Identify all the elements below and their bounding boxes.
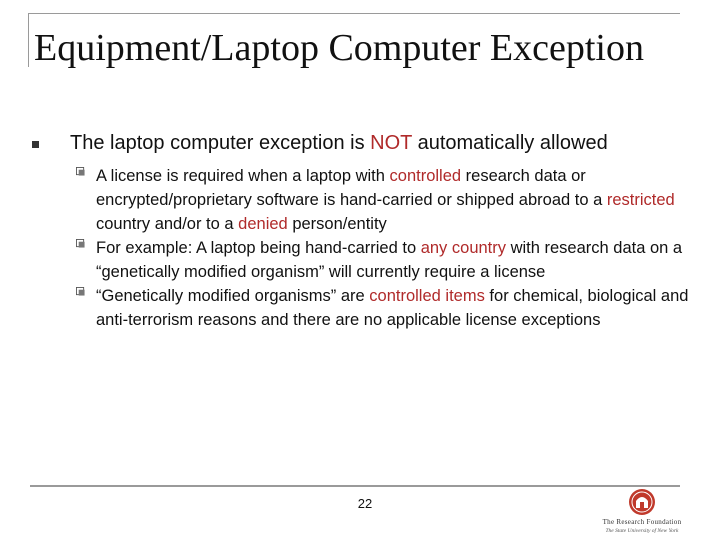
square-bullet-icon <box>32 141 39 148</box>
title-frame-left-rule <box>28 13 29 67</box>
logo-name: The Research Foundation <box>602 518 682 526</box>
sub-bullet <box>30 284 690 332</box>
hollow-square-bullet-icon <box>76 287 85 296</box>
sub-bullet <box>30 236 690 284</box>
emphasis-not: NOT <box>370 132 413 154</box>
logo-tagline: The State University of New York <box>605 528 679 534</box>
slide-body <box>30 130 690 332</box>
hollow-square-bullet-icon <box>76 167 85 176</box>
sub-bullet-list <box>30 164 690 332</box>
sub-bullet-text: A license is required when a laptop with controlled research data or encrypted/proprietary software is hand-carried or shipped abroad to a restricted country and/or to a denied person/entity <box>96 167 675 233</box>
seal-icon <box>596 488 688 518</box>
main-bullet-text: The laptop computer exception is NOT automatically allowed <box>70 132 608 154</box>
sub-bullet <box>30 164 690 236</box>
title-frame-top-rule <box>28 13 680 14</box>
research-foundation-logo <box>596 488 688 538</box>
main-bullet <box>30 130 690 156</box>
sub-bullet-text: For example: A laptop being hand-carried to any country with research data on a “genetically modified organism” will currently require a license <box>96 239 683 281</box>
hollow-square-bullet-icon <box>76 239 85 248</box>
sub-bullet-text: “Genetically modified organisms” are controlled items for chemical, biological and anti-terrorism reasons and there are no applicable license exceptions <box>96 287 689 329</box>
footer-rule <box>30 485 680 487</box>
page-number: 22 <box>357 496 373 511</box>
slide-title: Equipment/Laptop Computer Exception <box>34 27 644 69</box>
